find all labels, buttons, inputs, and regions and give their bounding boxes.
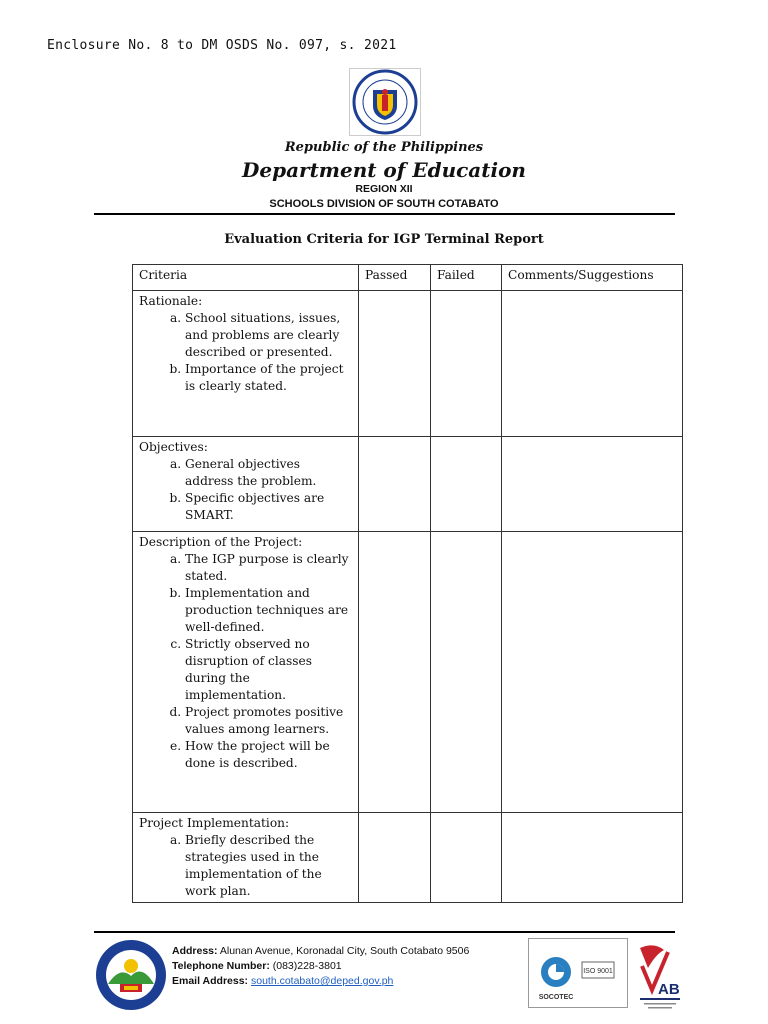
column-header-passed: Passed: [359, 265, 431, 291]
table-header-row: [133, 265, 683, 291]
enclosure-line: Enclosure No. 8 to DM OSDS No. 097, s. 2021: [47, 38, 397, 53]
section-title: Objectives:: [139, 440, 208, 454]
comments-cell[interactable]: [502, 291, 683, 437]
criteria-item: a. School situations, issues, and problems are clearly described or presented.: [185, 310, 352, 361]
criteria-item: d. Project promotes positive values among learners.: [185, 704, 352, 738]
phone-value: (083)228-3801: [272, 960, 342, 972]
criteria-item: b. Specific objectives are SMART.: [185, 490, 352, 524]
table-row-objectives: [133, 437, 683, 532]
criteria-cell: [133, 437, 359, 532]
email-label: Email Address:: [172, 975, 249, 987]
svg-text:AB: AB: [658, 981, 680, 998]
criteria-item: b. Implementation and production techniques are well-defined.: [185, 585, 352, 636]
department-heading: Department of Education: [242, 158, 526, 182]
column-header-failed: Failed: [431, 265, 502, 291]
criteria-item: a. The IGP purpose is clearly stated.: [185, 551, 352, 585]
passed-cell[interactable]: [359, 291, 431, 437]
column-header-criteria: Criteria: [133, 265, 359, 291]
section-title: Description of the Project:: [139, 535, 303, 549]
socotec-iso-text: ISO 9001: [583, 968, 613, 975]
criteria-cell: [133, 291, 359, 437]
phone-label: Telephone Number:: [172, 960, 270, 972]
socotec-certification-logo: [528, 938, 628, 1008]
evaluation-criteria-table: [132, 264, 683, 903]
criteria-item: c. Strictly observed no disruption of classes during the implementation.: [185, 636, 352, 704]
failed-cell[interactable]: [431, 532, 502, 813]
address-line: [172, 944, 469, 959]
failed-cell[interactable]: [431, 437, 502, 532]
address-value: Alunan Avenue, Koronadal City, South Cotabato 9506: [219, 945, 470, 957]
section-title: Rationale:: [139, 294, 203, 308]
section-title: Project Implementation:: [139, 816, 290, 830]
region-heading: REGION XII: [355, 183, 413, 195]
phone-line: [172, 959, 469, 974]
criteria-cell: [133, 532, 359, 813]
criteria-item: a. General objectives address the problem.: [185, 456, 352, 490]
failed-cell[interactable]: [431, 291, 502, 437]
failed-cell[interactable]: [431, 813, 502, 903]
header-divider: [94, 213, 675, 215]
table-row-implementation: [133, 813, 683, 903]
column-header-comments: Comments/Suggestions: [502, 265, 683, 291]
email-link[interactable]: south.cotabato@deped.gov.ph: [250, 975, 394, 987]
comments-cell[interactable]: [502, 437, 683, 532]
email-line: [172, 974, 469, 989]
table-row-description: [133, 532, 683, 813]
republic-heading: Republic of the Philippines: [284, 140, 484, 155]
criteria-cell: [133, 813, 359, 903]
pab-accreditation-logo: [634, 938, 686, 1012]
socotec-name-text: SOCOTEC: [538, 994, 574, 1001]
division-heading: SCHOOLS DIVISION OF SOUTH COTABATO: [269, 198, 499, 210]
criteria-item: b. Importance of the project is clearly stated.: [185, 361, 352, 395]
passed-cell[interactable]: [359, 813, 431, 903]
passed-cell[interactable]: [359, 437, 431, 532]
criteria-item: e. How the project will be done is described.: [185, 738, 352, 772]
comments-cell[interactable]: [502, 813, 683, 903]
footer-divider: [94, 931, 675, 933]
deped-seal-logo: [349, 68, 421, 136]
criteria-item: a. Briefly described the strategies used in the implementation of the work plan.: [185, 832, 352, 900]
table-row-rationale: [133, 291, 683, 437]
contact-block: [172, 944, 469, 989]
address-label: Address:: [172, 945, 218, 957]
report-title: Evaluation Criteria for IGP Terminal Report: [224, 232, 544, 247]
sdo-south-cotabato-logo: [94, 938, 168, 1012]
passed-cell[interactable]: [359, 532, 431, 813]
comments-cell[interactable]: [502, 532, 683, 813]
